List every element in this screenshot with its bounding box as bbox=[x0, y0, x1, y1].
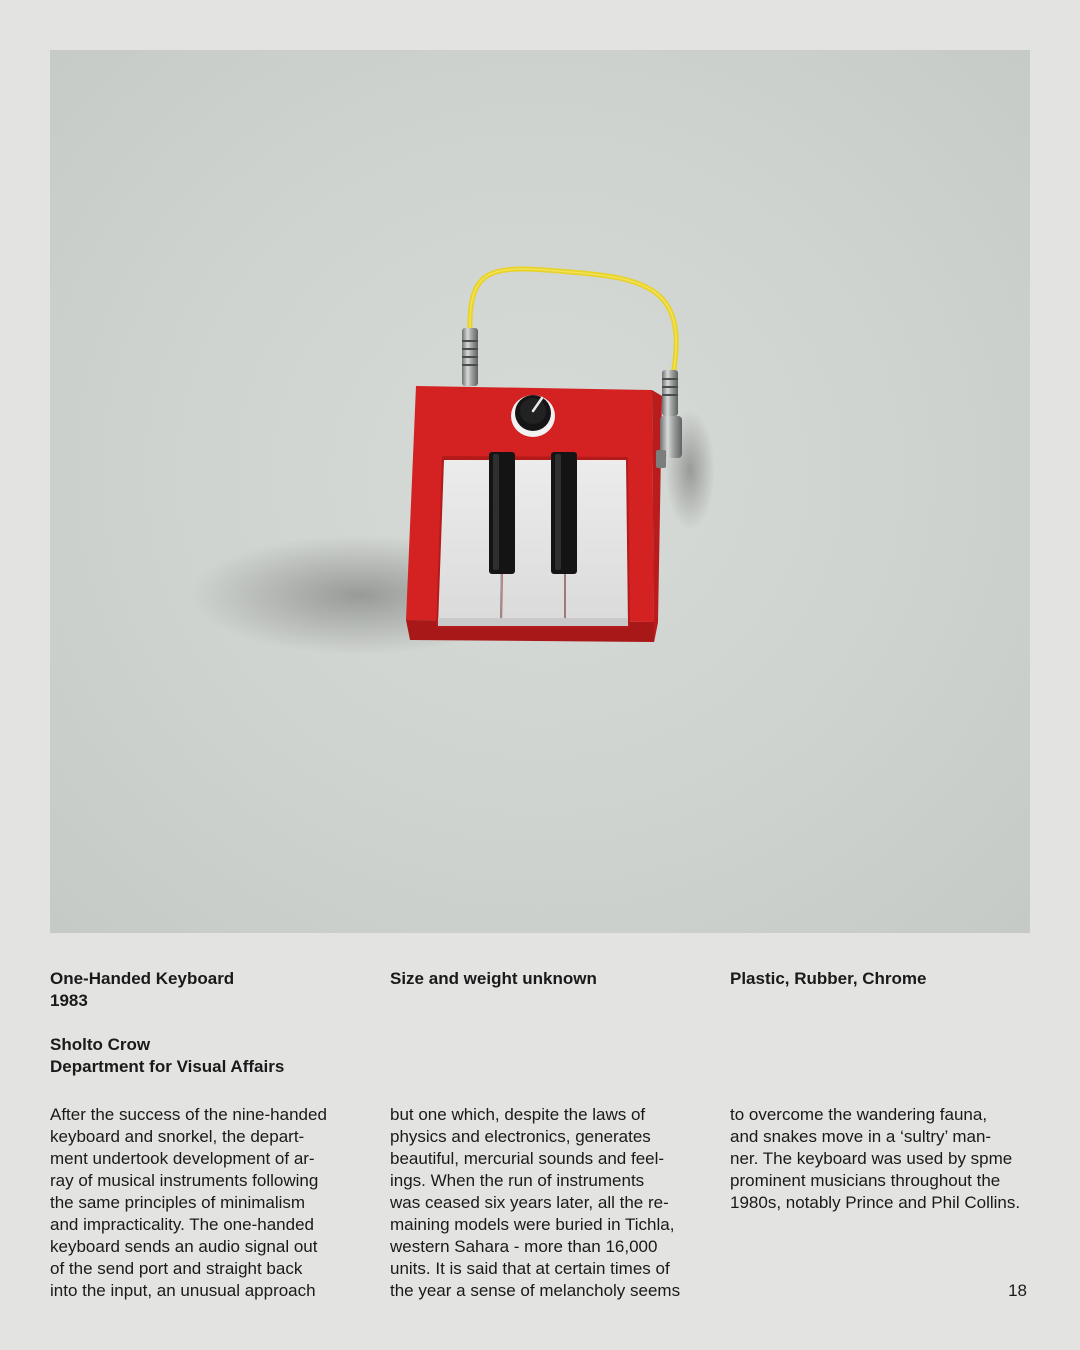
body-line: was ceased six years later, all the re- bbox=[390, 1193, 669, 1212]
body-line: physics and electronics, generates bbox=[390, 1127, 651, 1146]
meta-column-title bbox=[50, 968, 350, 1078]
product-photo bbox=[50, 50, 1030, 933]
body-line: keyboard sends an audio signal out bbox=[50, 1237, 318, 1256]
item-department: Department for Visual Affairs bbox=[50, 1057, 285, 1076]
item-size: Size and weight unknown bbox=[390, 969, 597, 988]
body-line: keyboard and snorkel, the depart- bbox=[50, 1127, 305, 1146]
body-text-column-2 bbox=[390, 1104, 700, 1302]
item-materials: Plastic, Rubber, Chrome bbox=[730, 969, 927, 988]
body-line: the same principles of minimalism bbox=[50, 1193, 306, 1212]
body-line: ment undertook development of ar- bbox=[50, 1149, 315, 1168]
black-key-2 bbox=[551, 452, 577, 574]
body-line: units. It is said that at certain times of bbox=[390, 1259, 670, 1278]
body-line: prominent musicians throughout the bbox=[730, 1171, 1001, 1190]
body-line: into the input, an unusual approach bbox=[50, 1281, 316, 1300]
body-line: beautiful, mercurial sounds and feel- bbox=[390, 1149, 665, 1168]
volume-knob bbox=[511, 395, 555, 437]
body-line: the year a sense of melancholy seems bbox=[390, 1281, 681, 1300]
body-line: ray of musical instruments following bbox=[50, 1171, 319, 1190]
body-line: western Sahara - more than 16,000 bbox=[390, 1237, 658, 1256]
body-line: 1980s, notably Prince and Phil Collins. bbox=[730, 1193, 1021, 1212]
body-line: ner. The keyboard was used by spme bbox=[730, 1149, 1013, 1168]
body-line: maining models were buried in Tichla, bbox=[390, 1215, 675, 1234]
black-key-1 bbox=[489, 452, 515, 574]
body-text-column-3 bbox=[730, 1104, 1040, 1214]
body-line: ings. When the run of instruments bbox=[390, 1171, 645, 1190]
page-number: 18 bbox=[1008, 1281, 1027, 1300]
item-designer: Sholto Crow bbox=[50, 1035, 151, 1054]
meta-column-size bbox=[390, 968, 700, 990]
item-year: 1983 bbox=[50, 991, 88, 1010]
body-line: to overcome the wandering fauna, bbox=[730, 1105, 988, 1124]
body-line: of the send port and straight back bbox=[50, 1259, 303, 1278]
body-text-column-1 bbox=[50, 1104, 350, 1302]
meta-column-materials bbox=[730, 968, 1040, 990]
body-line: and impracticality. The one-handed bbox=[50, 1215, 314, 1234]
yellow-cable bbox=[470, 269, 676, 380]
body-line: and snakes move in a ‘sultry’ man- bbox=[730, 1127, 992, 1146]
left-jack-connector bbox=[462, 328, 478, 386]
body-line: After the success of the nine-handed bbox=[50, 1105, 327, 1124]
keyboard-illustration bbox=[50, 50, 1030, 933]
body-line: but one which, despite the laws of bbox=[390, 1105, 646, 1124]
item-title: One-Handed Keyboard bbox=[50, 969, 235, 988]
